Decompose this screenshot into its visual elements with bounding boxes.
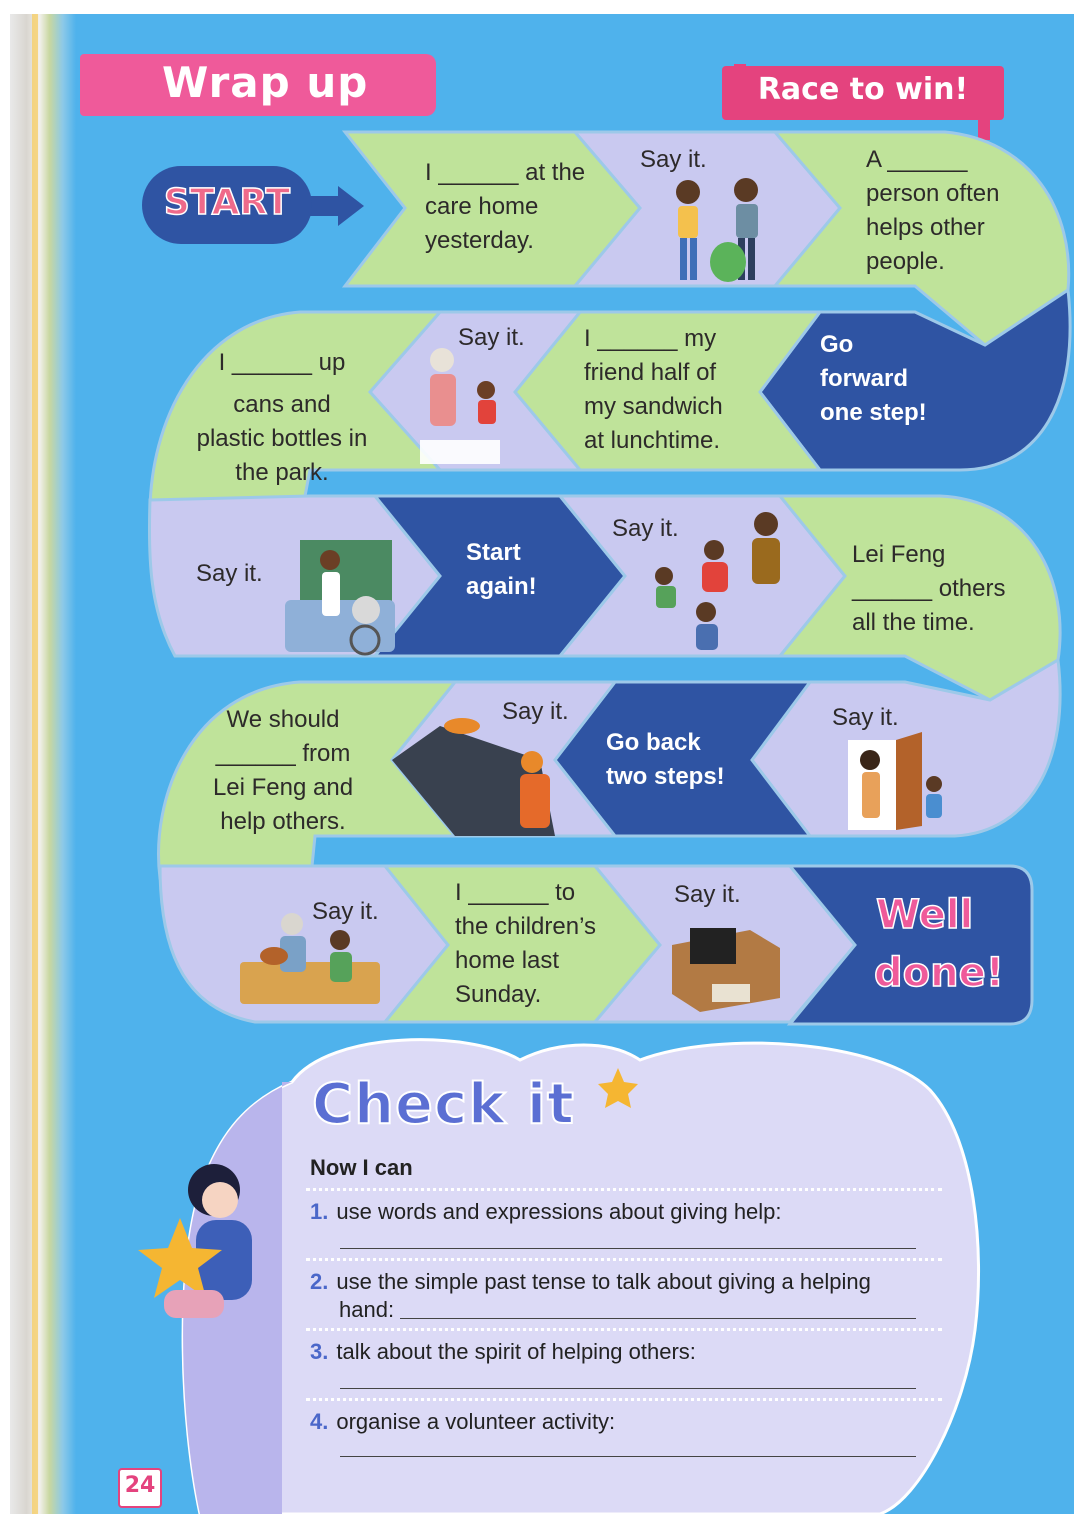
line: ______ from [215,740,351,767]
item-number: 2. [310,1269,329,1294]
answer-line-3[interactable] [340,1388,916,1389]
answer-line-2[interactable] [400,1318,916,1319]
page-number: 24 [124,1473,156,1498]
answer-line-4[interactable] [340,1456,916,1457]
say-it-label: Say it. [312,898,379,925]
line: Go back [606,729,701,756]
line: home last [455,947,560,974]
line: A ______ [866,146,968,173]
item-text: use the simple past tense to talk about giving a helping [336,1269,871,1294]
item-text-continued: hand: [339,1297,395,1322]
check-item-3 [310,1338,930,1366]
line: I ______ up [218,349,346,376]
check-item-4 [310,1408,930,1436]
check-item-1 [310,1198,930,1226]
answer-line-1[interactable] [340,1248,916,1249]
check-it-title: Check it [312,1072,575,1137]
line: Start [466,539,521,566]
item-text: talk about the spirit of helping others: [336,1339,696,1364]
say-it-label: Say it. [502,698,569,725]
line: all the time. [852,609,975,636]
line: We should [226,706,340,733]
item-number: 4. [310,1409,329,1434]
line: at lunchtime. [584,427,721,454]
dotted-divider [306,1188,942,1191]
check-item-2 [310,1268,930,1324]
item-number: 1. [310,1199,329,1224]
line: yesterday. [425,227,534,254]
say-it-label: Say it. [458,324,525,351]
line: Lei Feng [852,541,946,568]
line: Go [820,331,854,358]
line: ______ others [852,575,1006,602]
line: help others. [220,808,346,835]
line: I ______ to [455,879,576,906]
line: person often [866,180,1000,207]
line: forward [820,365,909,392]
line: the park. [235,459,329,486]
line: again! [466,573,537,600]
item-text: organise a volunteer activity: [336,1409,616,1434]
dotted-divider [306,1328,942,1331]
dotted-divider [306,1398,942,1401]
finish-line-1: Well [876,892,974,938]
start-label: START [163,182,291,223]
line: I ______ my [584,325,717,352]
line: cans and [233,391,331,418]
say-it-label: Say it. [612,515,679,542]
dotted-divider [306,1258,942,1261]
line: helps other [866,214,985,241]
game-title: Race to win! [757,72,969,107]
line: care home [425,193,539,220]
item-text: use words and expressions about giving help: [336,1199,782,1224]
line: two steps! [606,763,725,790]
say-it-label: Say it. [832,704,899,731]
line: I ______ at the [425,159,586,186]
line: my sandwich [584,393,723,420]
line: one step! [820,399,927,426]
say-it-label: Say it. [674,881,741,908]
line: the children’s [455,913,596,940]
line: people. [866,248,945,275]
line: Lei Feng and [212,774,354,801]
line: Sunday. [455,981,542,1008]
item-number: 3. [310,1339,329,1364]
finish-line-2: done! [874,950,1004,996]
now-i-can-heading: Now I can [310,1155,413,1180]
line: plastic bottles in [196,425,368,452]
say-it-label: Say it. [640,146,707,173]
line: friend half of [584,359,717,386]
section-title: Wrap up [162,58,369,107]
say-it-label: Say it. [196,560,263,587]
